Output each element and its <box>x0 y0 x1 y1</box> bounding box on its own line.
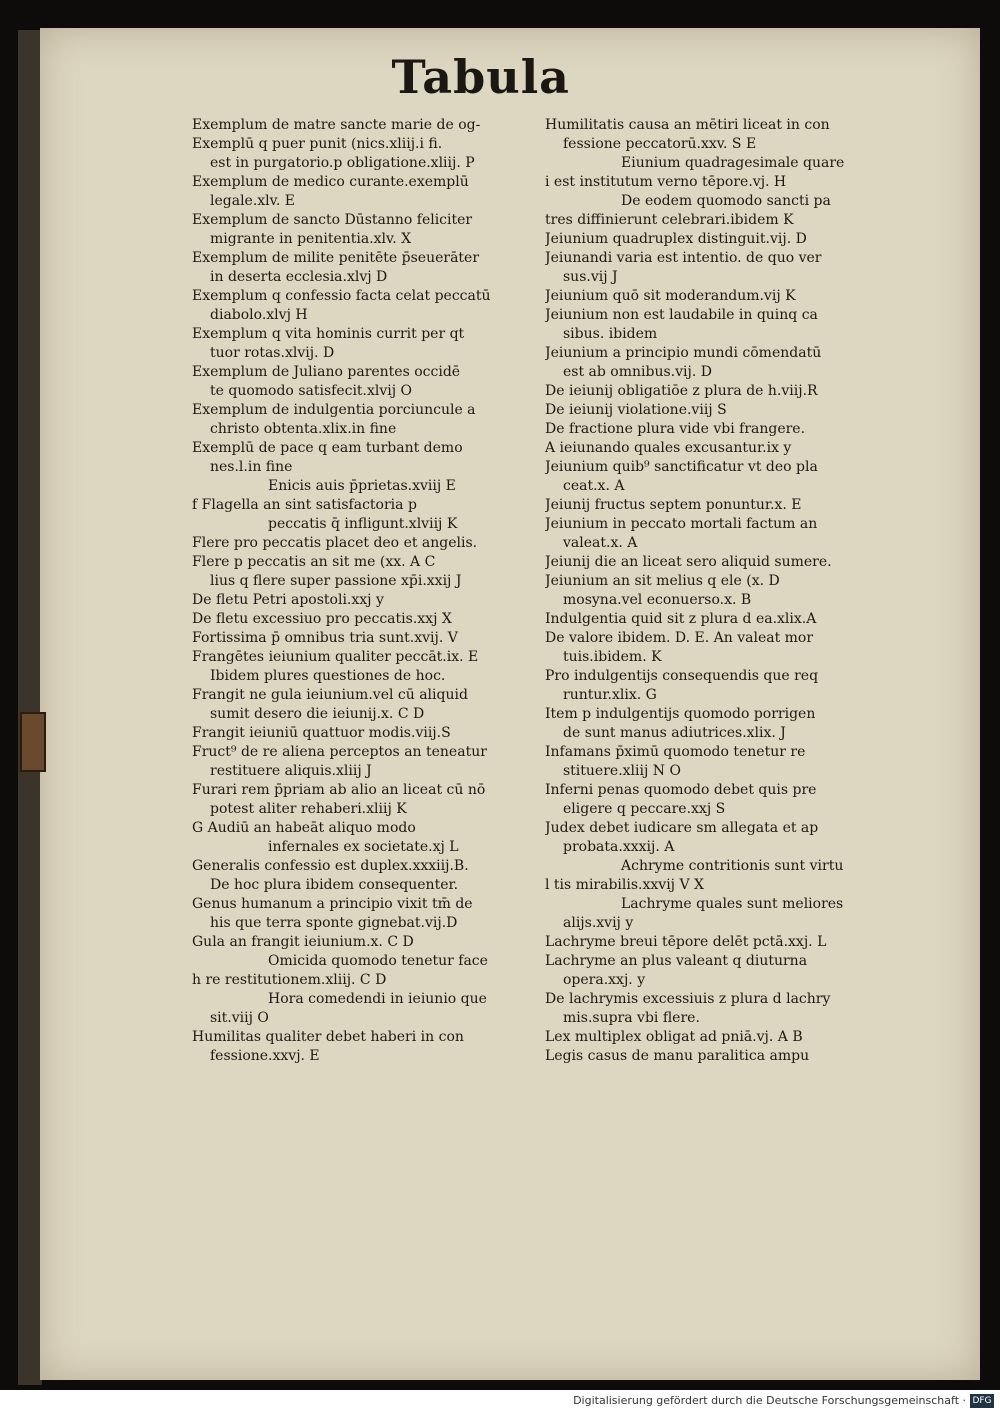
index-entry-line: Exemplum de sancto Dūstanno feliciter <box>192 212 473 228</box>
index-entry-line: stituere.xliij N O <box>563 763 681 779</box>
index-entry-line: De hoc plura ibidem consequenter. <box>210 877 459 893</box>
index-entry-line: Exemplum q confessio facta celat peccatū <box>192 288 491 304</box>
index-entry-line: Fruct⁹ de re aliena perceptos an teneatur <box>192 744 487 760</box>
index-entry-line: Exemplum de Juliano parentes occidē <box>192 364 461 380</box>
index-entry-line: Exemplum de matre sancte marie de og- <box>192 117 481 133</box>
index-entry-line: in deserta ecclesia.xlvj D <box>210 269 388 285</box>
index-entry-line: Humilitas qualiter debet haberi in con <box>192 1029 464 1045</box>
index-entry-line: De fletu Petri apostoli.xxj y <box>192 592 384 608</box>
index-entry-line: peccatis q̄ infligunt.xlviij K <box>268 516 458 532</box>
index-entry-line: ceat.x. A <box>563 478 625 494</box>
index-entry-line: Jeiunium non est laudabile in quinq ca <box>545 307 818 323</box>
index-entry-line: probata.xxxij. A <box>563 839 675 855</box>
index-entry-line: est in purgatorio.p obligatione.xliij. P <box>210 155 475 171</box>
index-entry-line: A ieiunando quales excusantur.ix y <box>545 440 792 456</box>
index-entry-line: Jeiunandi varia est intentio. de quo ver <box>545 250 822 266</box>
index-entry-line: Infamans p̄ximū quomodo tenetur re <box>545 744 806 760</box>
index-entry-line: runtur.xlix. G <box>563 687 657 703</box>
page-title: Tabula <box>391 50 570 104</box>
book-page <box>40 28 980 1380</box>
index-entry-line: Lachryme breui tēpore delēt pctā.xxj. L <box>545 934 827 950</box>
index-entry-line: his que terra sponte gignebat.vij.D <box>210 915 458 931</box>
index-entry-line: Fortissima p̄ omnibus tria sunt.xvij. V <box>192 630 458 646</box>
index-entry-line: valeat.x. A <box>563 535 638 551</box>
index-entry-line: Eiunium quadragesimale quare <box>621 155 845 171</box>
index-entry-line: alijs.xvij y <box>563 915 634 931</box>
index-entry-line: h re restitutionem.xliij. C D <box>192 972 387 988</box>
index-entry-line: De fractione plura vide vbi frangere. <box>545 421 806 437</box>
index-entry-line: tuis.ibidem. K <box>563 649 662 665</box>
index-entry-line: Humilitatis causa an mētiri liceat in con <box>545 117 830 133</box>
index-entry-line: migrante in penitentia.xlv. X <box>210 231 412 247</box>
index-entry-line: Jeiunij fructus septem ponuntur.x. E <box>545 497 802 513</box>
index-entry-line: opera.xxj. y <box>563 972 646 988</box>
index-entry-line: De ieiunij obligatiōe z plura de h.viij.R <box>545 383 818 399</box>
index-entry-line: sus.vij J <box>563 269 618 285</box>
index-entry-line: G Audiū an habeāt aliquo modo <box>192 820 416 836</box>
index-entry-line: Judex debet iudicare sm allegata et ap <box>545 820 819 836</box>
index-entry-line: De lachrymis excessiuis z plura d lachry <box>545 991 831 1007</box>
index-entry-line: mis.supra vbi flere. <box>563 1010 700 1026</box>
index-entry-line: Exemplū q puer punit (nics.xliij.i fi. <box>192 136 443 152</box>
index-entry-line: Pro indulgentijs consequendis que req <box>545 668 819 684</box>
index-entry-line: infernales ex societate.xj L <box>268 839 459 855</box>
index-entry-line: Omicida quomodo tenetur face <box>268 953 488 969</box>
book-spine <box>18 30 42 1385</box>
index-entry-line: Achryme contritionis sunt virtu <box>621 858 844 874</box>
index-entry-line: Lachryme quales sunt meliores <box>621 896 844 912</box>
index-entry-line: lius q flere super passione xp̄i.xxij J <box>210 573 462 589</box>
index-entry-line: Jeiunium quō sit moderandum.vij K <box>545 288 796 304</box>
index-entry-line: Jeiunium a principio mundi cōmendatū <box>545 345 822 361</box>
index-entry-line: Exemplum q vita hominis currit per qt <box>192 326 465 342</box>
index-entry-line: christo obtenta.xlix.in fine <box>210 421 397 437</box>
index-entry-line: sibus. ibidem <box>563 326 658 342</box>
index-entry-line: Frangētes ieiunium qualiter peccāt.ix. E <box>192 649 479 665</box>
index-entry-line: Enicis auis p̄prietas.xviij E <box>268 478 456 494</box>
index-entry-line: Jeiunium in peccato mortali factum an <box>545 516 818 532</box>
index-entry-line: Jeiunium quadruplex distinguit.vij. D <box>545 231 807 247</box>
left-column <box>192 116 547 1066</box>
index-entry-line: Exemplum de milite penitēte p̄seuerāter <box>192 250 480 266</box>
index-entry-line: de sunt manus adiutrices.xlix. J <box>563 725 786 741</box>
dfg-logo: DFG <box>970 1394 994 1408</box>
index-entry-line: tres diffinierunt celebrari.ibidem K <box>545 212 794 228</box>
index-entry-line: l tis mirabilis.xxvij V X <box>545 877 704 893</box>
index-entry-line: Jeiunium quib⁹ sanctificatur vt deo pla <box>545 459 818 475</box>
index-entry-line: i est institutum verno tēpore.vj. H <box>545 174 787 190</box>
index-entry-line: De eodem quomodo sancti pa <box>621 193 831 209</box>
index-entry-line: De fletu excessiuo pro peccatis.xxj X <box>192 611 452 627</box>
index-entry-line: De valore ibidem. D. E. An valeat mor <box>545 630 814 646</box>
index-entry-line: legale.xlv. E <box>210 193 296 209</box>
index-entry-line: Generalis confessio est duplex.xxxiij.B. <box>192 858 469 874</box>
index-entry-line: sit.viij O <box>210 1010 269 1026</box>
index-entry-line: Lachryme an plus valeant q diuturna <box>545 953 808 969</box>
index-entry-line: Furari rem p̄priam ab alio an liceat cū nō <box>192 782 486 798</box>
index-entry-line: Jeiunij die an liceat sero aliquid sumere. <box>545 554 832 570</box>
index-entry-line: fessione.xxvj. E <box>210 1048 320 1064</box>
book-clasp <box>20 712 46 772</box>
index-entry-line: eligere q peccare.xxj S <box>563 801 726 817</box>
index-entry-line: Frangit ieiuniū quattuor modis.viij.S <box>192 725 451 741</box>
footer-text: Digitalisierung gefördert durch die Deutsche Forschungsgemeinschaft · <box>573 1394 966 1407</box>
index-entry-line: tuor rotas.xlvij. D <box>210 345 335 361</box>
index-entry-line: nes.l.in fine <box>210 459 293 475</box>
index-entry-line: restituere aliquis.xliij J <box>210 763 372 779</box>
index-entry-line: Frangit ne gula ieiunium.vel cū aliquid <box>192 687 468 703</box>
index-entry-line: Legis casus de manu paralitica ampu <box>545 1048 810 1064</box>
index-entry-line: Genus humanum a principio vixit tm̄ de <box>192 896 473 912</box>
index-entry-line: Item p indulgentijs quomodo porrigen <box>545 706 816 722</box>
index-entry-line: Exemplum de medico curante.exemplū <box>192 174 469 190</box>
index-entry-line: Ibidem plures questiones de hoc. <box>210 668 446 684</box>
index-entry-line: Jeiunium an sit melius q ele (x. D <box>545 573 780 589</box>
index-entry-line: potest aliter rehaberi.xliij K <box>210 801 407 817</box>
index-entry-line: Flere p peccatis an sit me (xx. A C <box>192 554 436 570</box>
index-entry-line: Hora comedendi in ieiunio que <box>268 991 487 1007</box>
index-entry-line: Inferni penas quomodo debet quis pre <box>545 782 817 798</box>
index-entry-line: Exemplū de pace q eam turbant demo <box>192 440 463 456</box>
index-entry-line: est ab omnibus.vij. D <box>563 364 712 380</box>
index-entry-line: te quomodo satisfecit.xlvij O <box>210 383 413 399</box>
right-column <box>545 116 940 1066</box>
index-entry-line: sumit desero die ieiunij.x. C D <box>210 706 425 722</box>
index-entry-line: Indulgentia quid sit z plura d ea.xlix.A <box>545 611 817 627</box>
index-entry-line: f Flagella an sint satisfactoria p <box>192 497 417 513</box>
footer-credit <box>0 1390 1000 1412</box>
index-entry-line: Exemplum de indulgentia porciuncule a <box>192 402 476 418</box>
index-entry-line: De ieiunij violatione.viij S <box>545 402 727 418</box>
index-entry-line: fessione peccatorū.xxv. S E <box>563 136 757 152</box>
index-entry-line: Lex multiplex obligat ad pniā.vj. A B <box>545 1029 803 1045</box>
index-entry-line: Flere pro peccatis placet deo et angelis. <box>192 535 478 551</box>
index-entry-line: Gula an frangit ieiunium.x. C D <box>192 934 414 950</box>
index-entry-line: mosyna.vel econuerso.x. B <box>563 592 752 608</box>
index-entry-line: diabolo.xlvj H <box>210 307 308 323</box>
